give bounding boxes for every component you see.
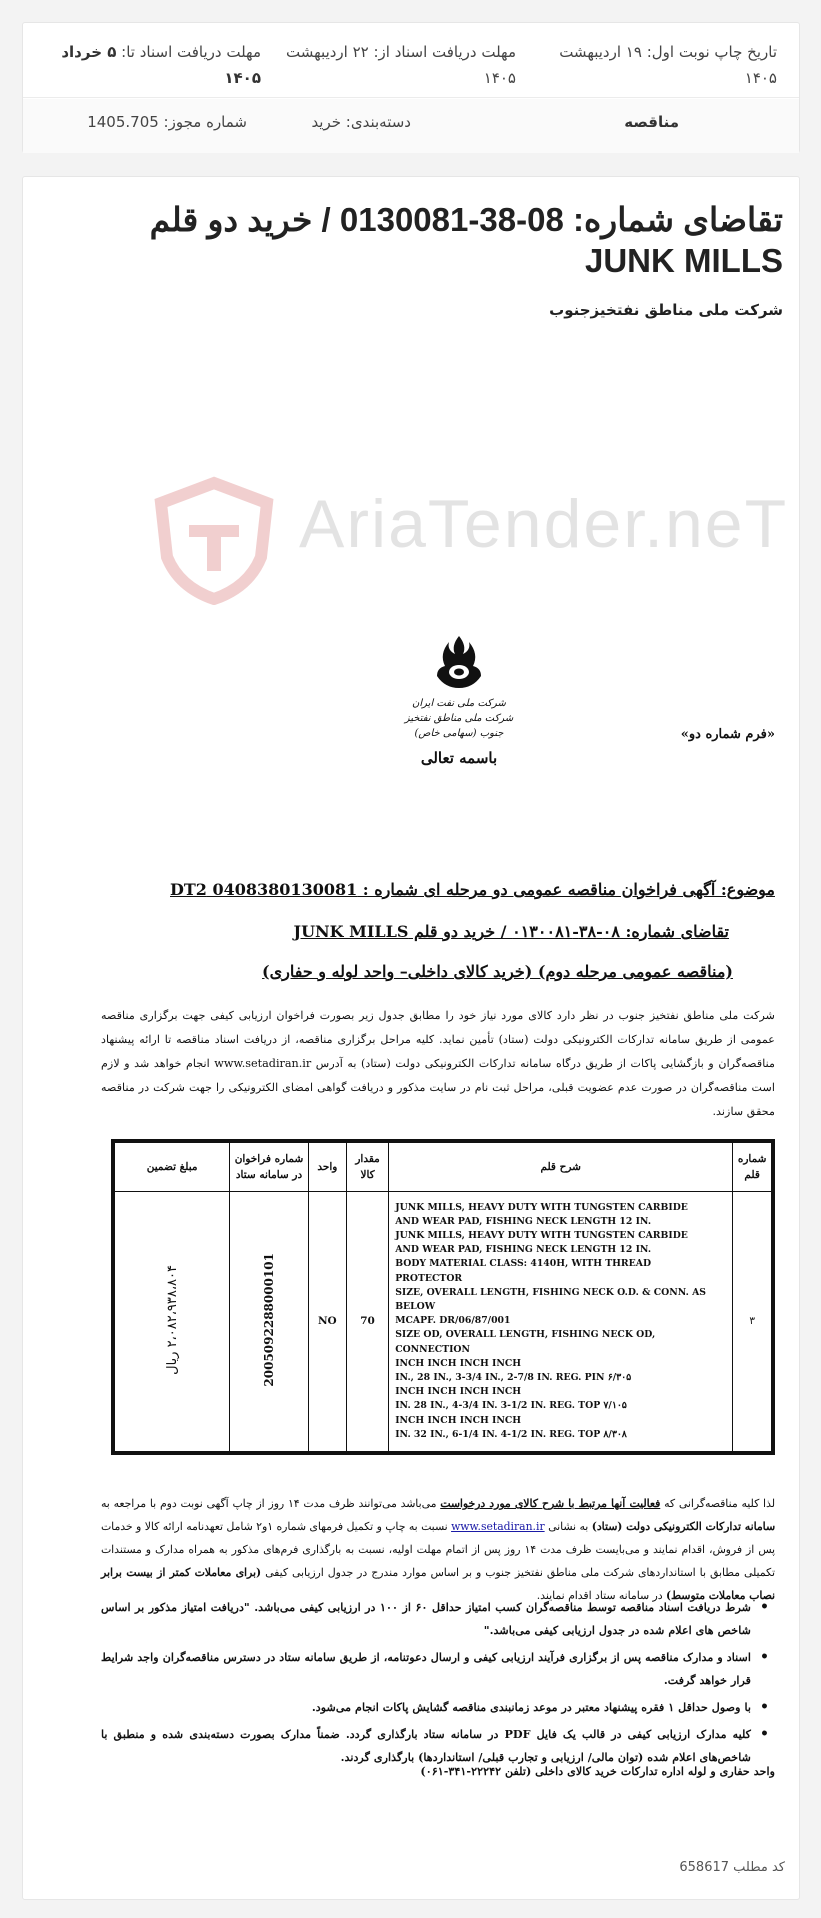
company-name: شرکت ملی مناطق نفتخیزجنوب [549,301,783,319]
company-logo [399,632,519,782]
receive-until-date [26,39,261,91]
info-meta-row [23,99,799,153]
scanned-document [89,632,779,1812]
receive-from-date: مهلت دریافت اسناد از: ۲۲ اردیبهشت ۱۴۰۵ [286,43,516,87]
request-number: تقاضای شماره: ۰۸-۳۸-۰۱۳۰۰۸۱ / خرید دو قلم JUNK MILLS [293,922,729,941]
instructions-text-2: می‌باشد می‌توانند ظرف مدت ۱۴ روز از چاپ آگهی نوبت دوم با مراجعه به [101,1497,437,1510]
logo-org-line-2: شرکت ملی مناطق نفتخیز جنوب (سهامی خاص) [404,713,514,739]
cell-guarantee [113,1191,230,1453]
items-table [111,1139,775,1455]
instructions-text-4: نسبت به چاپ و تکمیل فرمهای شماره ۱و۲ شامل تعهدنامه ارائه کالا و خدمات پس از فروش، اقدام نمایند و می‌بایست ظرف مدت ۱۴ روز پس از اتمام مهلت اولیه، نسبت به بارگذاری فرم‌های مذکور به همراه مدارک و مستندات تکمیلی مطابق با استانداردهای شرکت ملی مناطق نفتخیز جنوب و بر اساس موارد مندرج در جدول ارزیابی کیفی [101,1520,775,1579]
conditions-list [101,1596,775,1773]
logo-org-line-1: شرکت ملی نفت ایران [412,698,506,709]
ad-code: کد مطلب 658617 [679,1860,785,1875]
list-item: • با وصول حداقل ۱ فقره پیشنهاد معتبر در موعد زمانبندی مناقصه گشایش پاکات انجام می‌شود. [101,1696,775,1719]
instructions-bold-3: (برای معاملات کمتر از بیست برابر نصاب معاملات متوسط) [101,1566,775,1602]
tender-info-card [22,22,800,153]
category-label: دسته‌بندی: خرید [311,113,411,131]
list-item: • اسناد و مدارک مناقصه پس از برگزاری فرآیند ارزیابی کیفی و ارسال دعوتنامه، از طریق سامانه ستاد در دسترس مناقصه‌گران واجد شرایط قرار خواهد گرفت. [101,1646,775,1692]
page-title: تقاضای شماره: 08-38-0130081 / خرید دو قلم JUNK MILLS [149,201,783,279]
setad-link[interactable]: www.setadiran.ir [451,1520,545,1533]
instructions-text-5: در سامانه ستاد اقدام نمایند. [536,1589,663,1602]
tender-type-label: مناقصه [624,113,679,131]
col-guarantee: مبلغ تضمین [113,1141,230,1191]
besm-heading: باسمه تعالی [420,749,498,767]
instructions-paragraph [101,1492,775,1607]
receive-until-value: ۵ خرداد ۱۴۰۵ [61,43,261,87]
col-setad-number: شماره فراخوان در سامانه ستاد [230,1141,308,1191]
announcement-subject [170,880,775,899]
watermark-text: AriaTender.neT [299,486,789,562]
guarantee-amount-text: ۲،۰۸۲،۹۳۸،۸۰۴ ریال [164,1264,180,1375]
cell-description: JUNK MILLS, HEAVY DUTY WITH TUNGSTEN CARBIDE AND WEAR PAD, FISHING NECK LENGTH 12 IN. JUNK MILLS, HEAVY DUTY WITH TUNGSTEN CARBIDE AND WEAR PAD, FISHING NECK LENGTH 12 IN. BODY MATERIAL CLASS: 4140H, WITH THREAD PROTECTOR SIZE, OVERALL LENGTH, FISHING NECK O.D. & CONN. AS BELOW MCAPF. DR/06/87/001 SIZE OD, OVERALL LENGTH, FISHING NECK OD, CONNECTION INCH INCH INCH INCH IN., 28 IN., 3-3/4 IN., 2-7/8 IN. REG. PIN ۶/۳۰۵ INCH INCH INCH INCH IN. 28 IN., 4-3/4 IN. 3-1/2 IN. REG. TOP ۷/۱۰۵ INCH INCH INCH INCH IN. 32 IN., 6-1/4 IN. 4-1/2 IN. REG. TOP ۸/۳۰۸ [389,1191,733,1453]
nioc-logo-icon [429,632,489,692]
instructions-bold-1: فعالیت آنها مرتبط با شرح کالای مورد درخواست [440,1497,661,1510]
watermark-shield-icon [149,475,279,605]
cell-setad-number [230,1191,308,1453]
instructions-text-3: به نشانی [548,1520,589,1533]
instructions-bold-2: سامانه تدارکات الکترونیکی دولت (ستاد) [591,1520,776,1533]
col-unit: واحد [308,1141,346,1191]
intro-paragraph: شرکت ملی مناطق نفتخیز جنوب در نظر دارد کالای مورد نیاز خود را مطابق جدول زیر بصورت فراخوان ارزیابی کیفی جهت برگزاری مناقصه عمومی از طریق سامانه تدارکات الکترونیکی دولت (ستاد) تأمین نماید. کلیه مراحل برگزاری مناقصه، از دریافت اسناد مناقصه تا ارائه پیشنهاد مناقصه‌گران و بازگشایی پاکات از طریق درگاه سامانه تدارکات الکترونیکی دولت (ستاد) به آدرس www.setadiran.ir انجام خواهد شد و لازم است مناقصه‌گران در صورت عدم عضویت قبلی، مراحل ثبت نام در سایت مذکور و دریافت گواهی امضای الکترونیکی را جهت شرکت در مناقصه محقق سازند. [101,1009,775,1118]
tender-detail-card [22,176,800,1900]
cell-unit: NO [308,1191,346,1453]
setad-number-text: 2005092288000101 [261,1252,276,1387]
cell-quantity: 70 [346,1191,388,1453]
cell-item-no: ۳ [733,1191,773,1453]
print-date: تاریخ چاپ نوبت اول: ۱۹ اردیبهشت ۱۴۰۵ [559,43,777,87]
list-item: • شرط دریافت اسناد مناقصه توسط مناقصه‌گران کسب امتیاز حداقل ۶۰ از ۱۰۰ در ارزیابی کیفی می‌باشد. "دریافت امتیاز مذکور بر اساس شاخص های اعلام شده در جدول ارزیابی کیفی می‌باشد." [101,1596,775,1642]
instructions-text-1: لذا کلیه مناقصه‌گرانی که [664,1497,776,1510]
table-row [113,1191,773,1453]
table-header-row [113,1141,773,1191]
list-item: • کلیه مدارک ارزیابی کیفی در قالب یک فایل PDF در سامانه ستاد بارگذاری گردد. ضمناً مدارک بصورت دسته‌بندی شده و منطبق با شاخص‌های اعلام شده (توان مالی/ ارزیابی و تجارب قبلی/ استانداردها) بارگذاری گردند. [101,1723,775,1769]
permit-number: شماره مجوز: 1405.705 [87,113,247,131]
contact-line: واحد حفاری و لوله اداره تدارکات خرید کالای داخلی (تلفن ۲۲۲۴۲-۳۴۱-۰۶۱) [420,1764,775,1778]
form-number-label: «فرم شماره دو» [680,727,775,742]
col-description: شرح قلم [389,1141,733,1191]
subject-text: موضوع: آگهی فراخوان مناقصه عمومی دو مرحله ای شماره : 0408380130081 DT2 [170,880,775,899]
col-item-no: شماره قلم [733,1141,773,1191]
tender-stage: (مناقصه عمومی مرحله دوم) (خرید کالای داخلی– واحد لوله و حفاری) [262,962,733,981]
watermark [149,475,789,615]
col-quantity: مقدار کالا [346,1141,388,1191]
receive-until-label: مهلت دریافت اسناد تا: [121,43,261,61]
info-dates-row [23,23,799,98]
